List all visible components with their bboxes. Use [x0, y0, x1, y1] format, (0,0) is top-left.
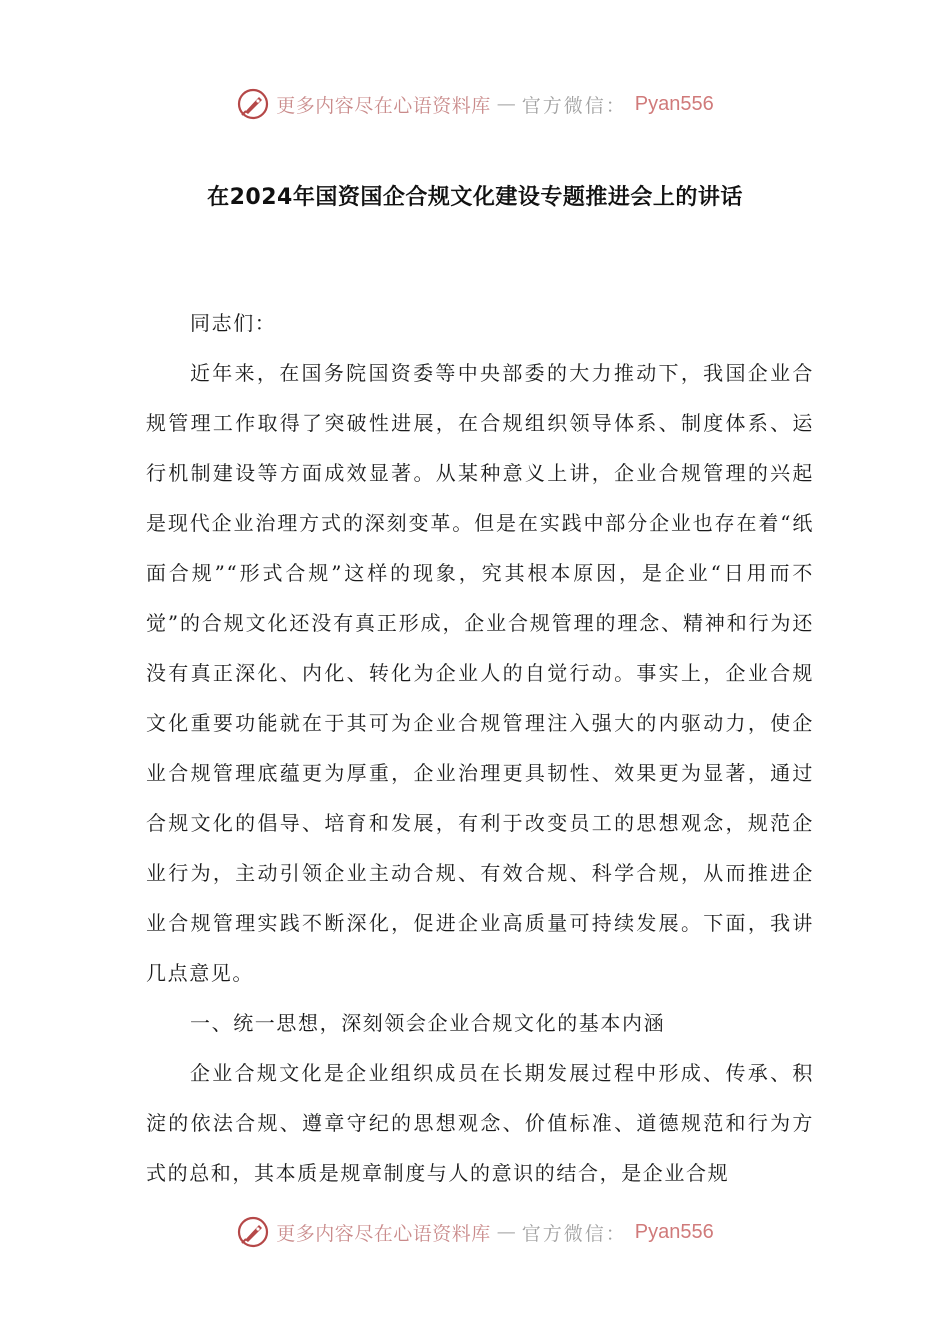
body-paragraph: 近年来，在国务院国资委等中央部委的大力推动下，我国企业合规管理工作取得了突破性进展，在合规组织领导体系、制度体系、运行机制建设等方面成效显著。从某种意义上讲，企业合规管理的兴起是现代企业治理方式的深刻变革。但是在实践中部分企业也存在着“纸面合规”“形式合规”这样的现象，究其根本原因，是企业“日用而不觉”的合规文化还没有真正形成，企业合规管理的理念、精神和行为还没有真正深化、内化、转化为企业人的自觉行动。事实上，企业合规文化重要功能就在于其可为企业合规管理注入强大的内驱动力，使企业合规管理底蕴更为厚重，企业治理更具韧性、效果更为显著，通过合规文化的倡导、培育和发展，有利于改变员工的思想观念，规范企业行为，主动引领企业主动合规、有效合规、科学合规，从而推进企业合规管理实践不断深化，促进企业高质量可持续发展。下面，我讲几点意见。 [146, 361, 814, 985]
watermark-dash: — [496, 1221, 516, 1243]
body-paragraph: 企业合规文化是企业组织成员在长期发展过程中形成、传承、积淀的依法合规、遵章守纪的思想观念、价值标准、道德规范和行为方式的总和，其本质是规章制度与人的意识的结合，是企业合规 [146, 1061, 814, 1185]
watermark-site-text: 更多内容尽在心语资料库 [276, 1222, 491, 1245]
watermark-content [236, 1215, 714, 1249]
header-watermark [0, 84, 950, 124]
pen-nib-logo-icon [236, 87, 270, 121]
footer-watermark [0, 1212, 950, 1252]
watermark-wechat-label: 官方微信： [521, 1222, 627, 1245]
watermark-wechat-id: Pyan556 [634, 1220, 714, 1243]
document-title: 在2024年国资国企合规文化建设专题推进会上的讲话 [207, 185, 743, 210]
watermark-wechat-id: Pyan556 [634, 92, 714, 115]
watermark-dash: — [496, 93, 516, 115]
document-body [146, 298, 814, 1198]
salutation: 同志们： [190, 311, 277, 335]
watermark-wechat-label: 官方微信： [521, 94, 627, 117]
pen-nib-logo-icon [236, 1215, 270, 1249]
watermark-site-text: 更多内容尽在心语资料库 [276, 94, 491, 117]
watermark-content [236, 87, 714, 121]
section-heading: 一、统一思想，深刻领会企业合规文化的基本内涵 [190, 1011, 666, 1035]
